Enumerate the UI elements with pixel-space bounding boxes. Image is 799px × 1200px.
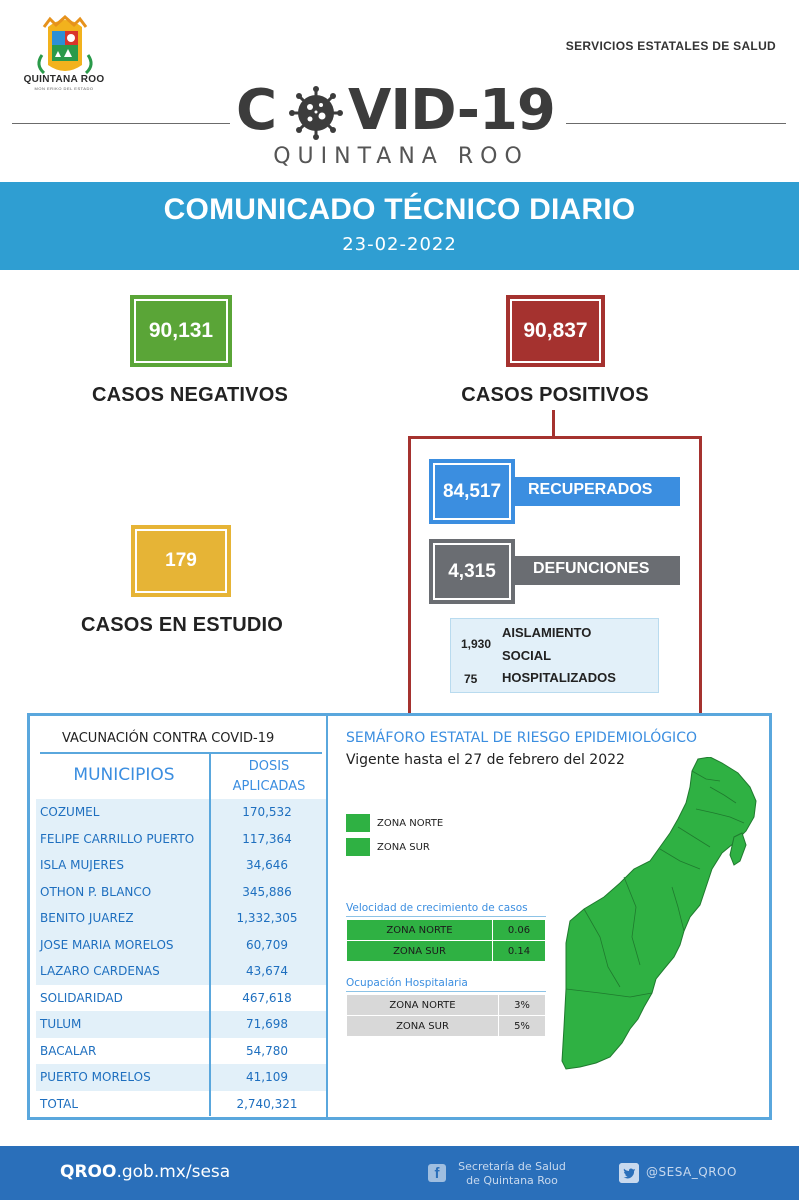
cases-under-study-value: 179: [131, 525, 231, 597]
table-row: [36, 932, 326, 959]
recovered-value: 84,517: [429, 459, 515, 524]
negative-cases-label: CASOS NEGATIVOS: [92, 384, 288, 406]
doses-value: 41,109: [246, 1070, 288, 1085]
logo-wordmark: QUINTANA ROO: [23, 74, 105, 85]
logo-motto: MON ERIKO DEL ESTADO: [34, 86, 94, 91]
title-rest: VID-19: [348, 78, 555, 143]
banner-title: COMUNICADO TÉCNICO DIARIO: [163, 193, 636, 226]
vaccination-rule: [40, 752, 322, 754]
municipio-name: SOLIDARIDAD: [40, 991, 123, 1006]
table-row: [347, 920, 546, 941]
legend-swatch-norte: [346, 814, 370, 832]
semaforo-validity: Vigente hasta el 27 de febrero del 2022: [346, 752, 625, 768]
zone-name: ZONA NORTE: [347, 920, 493, 941]
facebook-icon[interactable]: f: [428, 1164, 446, 1182]
doses-value: 345,886: [242, 885, 292, 900]
doses-value: 60,709: [246, 938, 288, 953]
occupancy-value: 3%: [499, 995, 546, 1016]
doses-value: 54,780: [246, 1044, 288, 1059]
growth-rate-table: [346, 919, 546, 962]
table-row: [36, 1038, 326, 1065]
table-row: [36, 905, 326, 932]
negative-cases-value: 90,131: [130, 295, 232, 367]
zone-name: ZONA SUR: [347, 941, 493, 962]
hospital-occupancy-title: Ocupación Hospitalaria: [346, 977, 468, 989]
hospital-occupancy-rule: [346, 991, 546, 992]
page-title: [236, 80, 566, 142]
hospitalized-label: HOSPITALIZADOS: [502, 670, 616, 685]
municipio-name: PUERTO MORELOS: [40, 1070, 151, 1085]
footer-url-rest: .gob.mx/sesa: [116, 1162, 231, 1182]
municipio-name: ISLA MUJERES: [40, 858, 124, 873]
deaths-label: DEFUNCIONES: [533, 560, 650, 577]
doses-value: 117,364: [242, 832, 292, 847]
table-row: [36, 799, 326, 826]
table-row: [36, 1011, 326, 1038]
isolation-label-line1: AISLAMIENTO: [502, 625, 592, 640]
municipio-name: OTHON P. BLANCO: [40, 885, 152, 900]
occupancy-value: 5%: [499, 1016, 546, 1037]
breakdown-frame-top: [408, 436, 702, 439]
table-row: [36, 958, 326, 985]
column-header-dosis-line1: DOSIS: [248, 759, 290, 774]
footer-url-bold: QROO: [60, 1162, 117, 1182]
report-date: 23-02-2022: [342, 234, 457, 255]
table-row: [36, 879, 326, 906]
total-value: 2,740,321: [236, 1097, 298, 1112]
table-column-rule: [209, 752, 211, 1116]
twitter-icon[interactable]: [619, 1163, 639, 1183]
municipio-name: FELIPE CARRILLO PUERTO: [40, 832, 195, 847]
table-row: [36, 852, 326, 879]
footer-website-link[interactable]: [60, 1162, 230, 1182]
twitter-handle-link[interactable]: @SESA_QROO: [646, 1165, 737, 1179]
page-subtitle: QUINTANA ROO: [273, 144, 529, 169]
growth-value: 0.14: [493, 941, 546, 962]
doses-value: 1,332,305: [236, 911, 298, 926]
municipio-name: TULUM: [40, 1017, 82, 1032]
municipio-name: BACALAR: [40, 1044, 97, 1059]
facebook-account-line1: Secretaría de Salud: [458, 1160, 566, 1173]
municipio-name: JOSE MARIA MORELOS: [40, 938, 174, 953]
zone-name: ZONA SUR: [347, 1016, 499, 1037]
legend-label-sur: ZONA SUR: [377, 842, 430, 853]
hospital-occupancy-table: [346, 994, 546, 1037]
table-row: [347, 1016, 546, 1037]
column-header-dosis-line2: APLICADAS: [232, 779, 306, 794]
zone-name: ZONA NORTE: [347, 995, 499, 1016]
doses-value: 71,698: [246, 1017, 288, 1032]
growth-rate-rule: [346, 916, 546, 917]
table-total-row: [36, 1091, 326, 1118]
agency-name: SERVICIOS ESTATALES DE SALUD: [565, 39, 776, 53]
header-rule-right: [566, 123, 786, 124]
facebook-account-link[interactable]: [452, 1160, 572, 1188]
header-rule-left: [12, 123, 230, 124]
municipio-name: LAZARO CARDENAS: [40, 964, 160, 979]
positive-cases-label: CASOS POSITIVOS: [461, 384, 649, 406]
hospitalized-value: 75: [464, 672, 478, 686]
breakdown-frame-right: [699, 436, 702, 716]
growth-value: 0.06: [493, 920, 546, 941]
table-row: [36, 826, 326, 853]
doses-value: 34,646: [246, 858, 288, 873]
coronavirus-icon: [288, 85, 344, 141]
municipio-name: COZUMEL: [40, 805, 100, 820]
recovered-label: RECUPERADOS: [528, 481, 653, 498]
table-row: [347, 941, 546, 962]
municipio-name: BENITO JUAREZ: [40, 911, 134, 926]
doses-value: 43,674: [246, 964, 288, 979]
breakdown-frame-left: [408, 436, 411, 716]
cases-under-study-label: CASOS EN ESTUDIO: [80, 614, 284, 636]
positive-cases-value: 90,837: [506, 295, 605, 367]
total-label: TOTAL: [40, 1097, 79, 1112]
column-header-municipios: MUNICIPIOS: [73, 765, 175, 785]
table-row: [347, 995, 546, 1016]
title-letter-c: C: [236, 78, 277, 143]
doses-value: 170,532: [242, 805, 292, 820]
legend-label-norte: ZONA NORTE: [377, 818, 444, 829]
doses-value: 467,618: [242, 991, 292, 1006]
column-header-dosis: [214, 757, 324, 797]
growth-rate-title: Velocidad de crecimiento de casos: [346, 902, 528, 914]
isolation-value: 1,930: [461, 637, 492, 651]
isolation-label-line2: SOCIAL: [502, 648, 552, 663]
panel-divider: [326, 713, 328, 1117]
semaforo-title: SEMÁFORO ESTATAL DE RIESGO EPIDEMIOLÓGICO: [346, 730, 697, 746]
vaccination-title: VACUNACIÓN CONTRA COVID-19: [62, 731, 275, 746]
connector-line: [552, 410, 555, 438]
legend-swatch-sur: [346, 838, 370, 856]
table-row: [36, 985, 326, 1012]
table-row: [36, 1064, 326, 1091]
state-risk-map: [560, 757, 760, 1073]
facebook-account-line2: de Quintana Roo: [466, 1174, 558, 1187]
deaths-value: 4,315: [429, 539, 515, 604]
